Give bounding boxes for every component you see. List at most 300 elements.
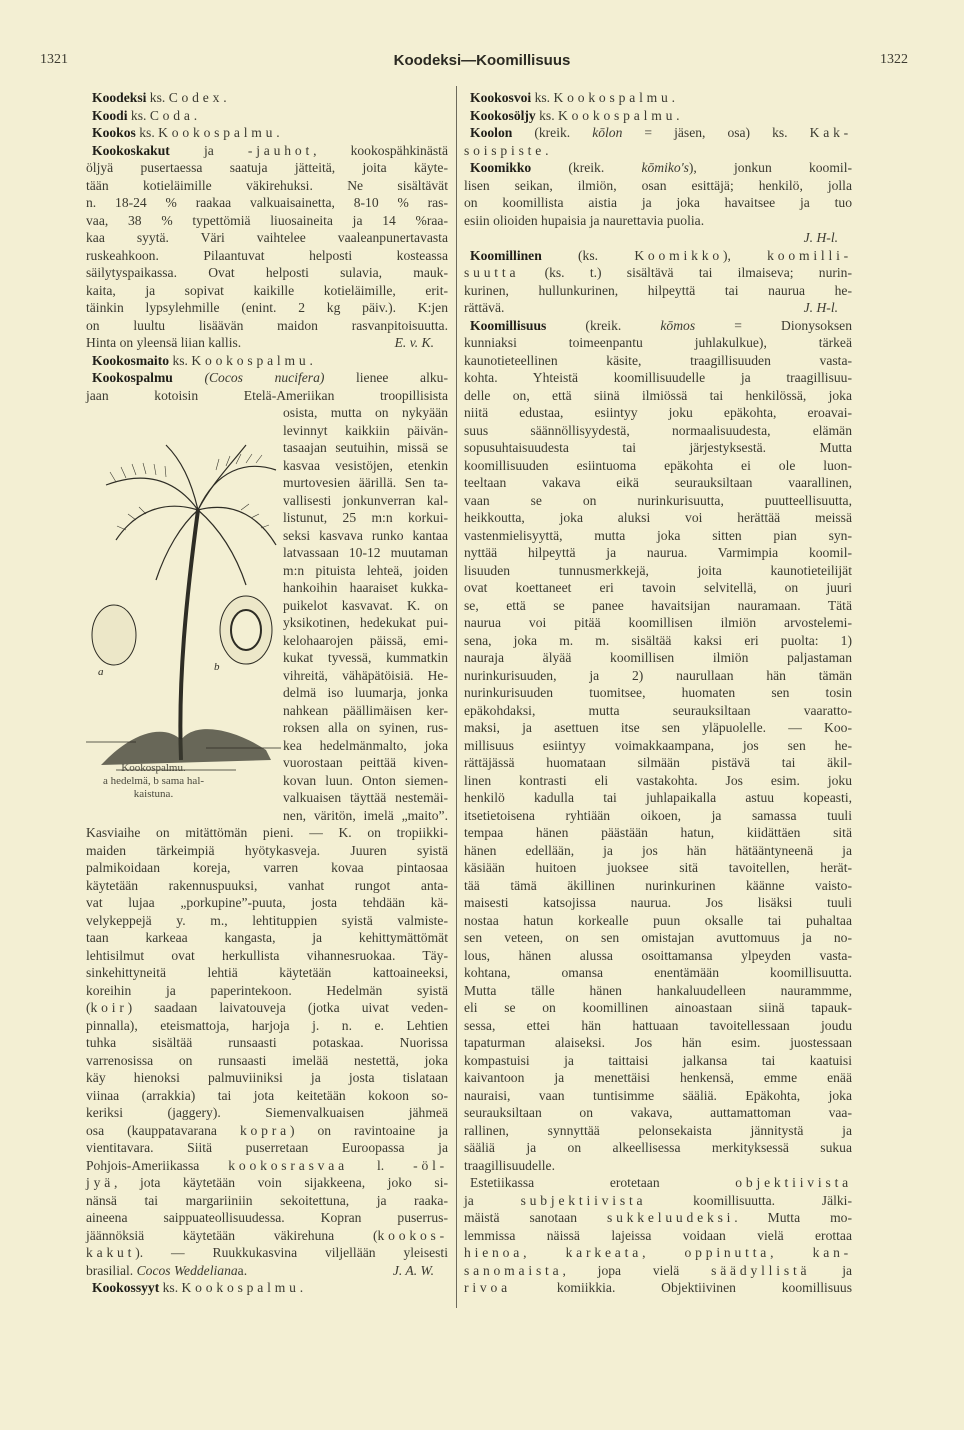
- text-line: [86, 1052, 448, 1070]
- text-line: [283, 684, 448, 702]
- text-segment: ,: [642, 1245, 685, 1260]
- entry-headword: Kookoskakut: [92, 142, 170, 158]
- text-segment: jyä: [86, 1175, 115, 1190]
- text-segment: seurauksiltaan on vakava, auttamattoman vaa-: [464, 1105, 852, 1120]
- text-segment: vuorostaan peittää kiven-: [283, 755, 448, 770]
- text-line: [464, 754, 852, 772]
- text-line: [86, 1279, 448, 1297]
- text-line: [464, 702, 852, 720]
- text-line: [86, 999, 448, 1017]
- text-segment: tuhka sisältää runsaasti potaskaa. Nuorissa: [86, 1035, 448, 1050]
- text-line: [464, 807, 852, 825]
- text-line: [464, 667, 852, 685]
- text-segment: Mutta tälle hänen hankaluudelleen naurammme,: [464, 982, 852, 998]
- text-line: [283, 509, 448, 527]
- text-segment: koreihin ja paperintekoon. Hedelmän syistä: [86, 982, 448, 998]
- entry-headword: Kookospalmu: [92, 370, 173, 385]
- text-segment: tasaajan seutuihin, missä se: [283, 440, 448, 455]
- text-line: [464, 824, 852, 842]
- text-line: [464, 544, 852, 562]
- text-segment: ,: [523, 1245, 566, 1260]
- text-segment: vihreitä, vähäpätöisiä. He-: [283, 667, 448, 683]
- text-segment: Kookospalmu.: [191, 352, 317, 368]
- text-line: [86, 894, 448, 912]
- text-line: [464, 194, 852, 212]
- text-segment: vastenmielisyyttä, mutta joka sitten pian syn-: [464, 527, 852, 543]
- text-segment: varrenosissa on runsaasti imelää nestettä, joka: [86, 1052, 448, 1068]
- text-line: [464, 842, 852, 860]
- text-line: [86, 947, 448, 965]
- text-segment: vaa, 38 % typettömiä liuosaineita ja 14 %raa-: [86, 212, 448, 228]
- text-line: [464, 1174, 852, 1192]
- text-segment: Cocos Weddeliana: [136, 1262, 238, 1278]
- text-segment: ks.: [531, 90, 554, 105]
- text-segment: on koomillista aistia ja joka havaitsee ja tuo: [464, 195, 852, 210]
- text-line: [464, 527, 852, 545]
- text-line: [283, 754, 448, 772]
- text-line: [86, 317, 448, 335]
- text-segment: ks.: [135, 125, 159, 140]
- text-segment: , jopa vielä: [562, 1262, 712, 1278]
- text-segment: n. 18-24 % raakaa valkuaisainetta, 8-10 % ras-: [86, 195, 448, 210]
- text-line: [86, 1227, 448, 1245]
- entry-headword: Kookossyyt: [92, 1280, 160, 1295]
- text-line: [283, 702, 448, 720]
- text-segment: linen kontrasti eli vastakohta. Jos esim. joku: [464, 772, 852, 788]
- entry-headword: Koomikko: [470, 160, 532, 175]
- text-segment: sääliä ja on alkeellisessa merkityksessä sukua: [464, 1140, 852, 1155]
- text-segment: naurua voi pitää koomillisen ilmiön arvostelemi-: [464, 615, 852, 630]
- text-segment: traagillisuudelle.: [464, 1157, 555, 1173]
- text-segment: kookos-: [377, 1227, 448, 1243]
- text-segment: lisen seikan, ilmiön, osan esittäjä; henkilö, jolla: [464, 177, 852, 193]
- text-segment: (ks. t.) sisältävä tai ilmaiseva; nurin-: [519, 265, 852, 280]
- text-line: [86, 1034, 448, 1052]
- text-line: [464, 212, 852, 230]
- text-line: [86, 299, 448, 317]
- text-segment: Hinta on yleensä liian kallis.: [86, 335, 242, 350]
- text-segment: (kreik.: [531, 160, 642, 175]
- text-segment: mäistä sanotaan: [464, 1210, 607, 1225]
- text-line: [283, 667, 448, 685]
- text-line: [86, 369, 448, 387]
- text-segment: koomilli-: [767, 247, 853, 263]
- text-segment: palmikoidaan koreja, varren kovaa pintaosaa: [86, 860, 448, 875]
- text-line: [283, 457, 448, 475]
- text-segment: jäännöksiä käytetään väkirehuna (: [86, 1227, 378, 1243]
- coconut-palm-illustration: [86, 430, 281, 810]
- entry-headword: Kookos: [92, 125, 136, 140]
- text-segment: = Dionysoksen: [695, 317, 853, 333]
- left-column-beside-figure: [283, 404, 448, 824]
- text-segment: Kookospalmu.: [158, 125, 284, 140]
- text-line: [464, 1122, 852, 1140]
- text-segment: Kasviaihe on mitättömän pieni. — K. on tropiikki-: [86, 825, 448, 840]
- text-line: [464, 89, 852, 107]
- text-segment: nostaa hatun korkealle puun oksalle tai puhaltaa: [464, 912, 852, 928]
- text-segment: sukkeluudeksi: [606, 1210, 735, 1225]
- text-segment: kohtana, omansa enentämään koomillisuutta.: [464, 965, 852, 980]
- text-segment: ja: [810, 1262, 852, 1278]
- text-segment: kea hedelmänmalto, joka: [283, 737, 448, 753]
- text-line: [464, 859, 852, 877]
- text-line: [464, 422, 852, 440]
- left-column-top: [86, 89, 448, 404]
- text-segment: murtovesien äärillä. Sen ta-: [283, 475, 448, 490]
- text-segment: valkuaisen täyttää nestemäi-: [283, 790, 448, 805]
- text-segment: soispiste.: [464, 142, 553, 158]
- text-segment: (Cocos nucifera): [204, 370, 325, 385]
- text-segment: (kreik.: [512, 125, 593, 140]
- text-line: [86, 1174, 448, 1192]
- text-line: [86, 1262, 448, 1280]
- text-segment: m:n pituista lehteä, joiden: [283, 562, 448, 578]
- text-segment: ,: [770, 1245, 813, 1260]
- text-line: [86, 159, 448, 177]
- text-segment: maisesti katsojissa naurua. Jos lisäksi tuuli: [464, 895, 852, 910]
- text-segment: Kookospalmu.: [181, 1280, 307, 1295]
- text-line: [283, 719, 448, 737]
- text-segment: l.: [347, 1157, 414, 1173]
- text-segment: Codex.: [168, 90, 231, 105]
- text-segment: kelohaarojen päissä, emi-: [283, 632, 448, 648]
- text-segment: sen veteen, on sen omistajan avuttomuus ja no-: [464, 930, 852, 945]
- text-segment: on luultu lisäävän maidon rasvanpitoisuutta.: [86, 317, 448, 333]
- text-segment: delle on, että siinä ilmiössä tai henkilössä, joka: [464, 387, 852, 403]
- text-segment: Pohjois-Ameriikassa: [86, 1157, 229, 1173]
- text-segment: käy hienoksi palmuviiniksi ja josta tislataan: [86, 1070, 448, 1085]
- text-line: [283, 789, 448, 807]
- text-line: [464, 299, 852, 317]
- right-column-text: [464, 89, 852, 1297]
- text-segment: tään kotieläimille väkirehuksi. Ne sisältävät: [86, 177, 448, 193]
- text-segment: Estetiikassa erotetaan: [470, 1175, 736, 1190]
- text-segment: käsiään huitoen juoksee sitä tavoitellen, herät-: [464, 860, 852, 875]
- text-segment: jaan kotoisin Etelä-Ameriikan troopillisista: [86, 387, 448, 403]
- text-segment: vallisesti jonkunverran kal-: [283, 492, 448, 508]
- text-line: [464, 457, 852, 475]
- text-segment: niitä edustaa, esiintyy joku epäkohta, eroavai-: [464, 405, 852, 420]
- text-line: [86, 194, 448, 212]
- text-line: [464, 912, 852, 930]
- text-line: [464, 1262, 852, 1280]
- text-line: [464, 247, 852, 265]
- text-line: [86, 264, 448, 282]
- text-segment: ja: [169, 142, 248, 158]
- text-segment: ruskeahkoon. Pilaantuvat helposti kosteassa: [86, 247, 448, 263]
- text-line: [283, 649, 448, 667]
- text-line: [464, 982, 852, 1000]
- text-line: [86, 1017, 448, 1035]
- text-segment: koomillisuutta. Jälki-: [646, 1192, 852, 1208]
- text-line: [464, 282, 852, 300]
- text-line: [464, 1017, 852, 1035]
- text-segment: se, että se panee havaitsijan nauramaan. Tätä: [464, 597, 852, 613]
- text-segment: rivoa: [464, 1280, 511, 1295]
- page-number-left: 1321: [40, 52, 68, 67]
- text-line: [464, 229, 852, 247]
- text-line: [464, 1104, 852, 1122]
- text-segment: kohta. Yhteistä koomillisuudelle ja traagillisuu-: [464, 370, 852, 385]
- text-segment: (: [86, 1000, 91, 1015]
- figure-caption: [86, 762, 221, 801]
- text-segment: kasvaa vesistöjen, etenkin: [283, 457, 448, 473]
- text-segment: seksi kasvava runko kantaa: [283, 527, 448, 543]
- author-signature: E. v. K.: [394, 335, 434, 350]
- text-segment: säädyllistä: [711, 1262, 811, 1278]
- text-line: [464, 929, 852, 947]
- text-segment: = jäsen, osa) ks.: [622, 125, 810, 140]
- text-segment: heikkoutta, joka aluksi voi herättää meissä: [464, 510, 852, 525]
- text-line: [86, 107, 448, 125]
- text-segment: tää tämä äkillinen nurinkurinen käänne vaisto-: [464, 877, 852, 893]
- text-segment: maiden tärkeimpiä hyötykasveja. Juuren syistä: [86, 842, 448, 858]
- text-segment: hänen edellään, ja jos hän hätääntyneenä ja: [464, 842, 852, 858]
- text-segment: osa (kauppatavarana: [86, 1122, 240, 1138]
- text-segment: oppinutta: [684, 1245, 771, 1260]
- text-segment: kan-: [812, 1245, 853, 1260]
- text-line: [464, 772, 852, 790]
- text-line: [283, 439, 448, 457]
- text-line: [464, 894, 852, 912]
- text-segment: levinnyt kaikkiin päivän-: [283, 422, 448, 438]
- entry-headword: Kookosmaito: [92, 352, 170, 368]
- text-line: [283, 527, 448, 545]
- text-line: [86, 1244, 448, 1262]
- text-segment: nen, väritön, imelä „maito”.: [283, 807, 448, 823]
- text-line: [86, 247, 448, 265]
- text-line: [86, 982, 448, 1000]
- text-segment: sinkehittyneitä lehtiä käytetään kattoaineeksi,: [86, 965, 448, 980]
- text-segment: taan karkeaa kangasta, ja kehittymättömät: [86, 930, 448, 945]
- text-line: [464, 789, 852, 807]
- text-line: [464, 509, 852, 527]
- text-segment: täinkin lypsylehmille (enint. 2 kg päiv.). K:jen: [86, 300, 448, 315]
- text-line: [464, 387, 852, 405]
- entry-headword: Kookosvoi: [470, 90, 532, 105]
- text-segment: nurinkurisuuden tuomitsee, huomaten sen tosin: [464, 685, 852, 700]
- text-segment: karkeata: [565, 1245, 643, 1260]
- text-line: [464, 177, 852, 195]
- column-divider: [456, 86, 457, 1308]
- text-segment: hankoihin haaraiset kukka-: [283, 580, 448, 595]
- text-segment: kukat tyvessä, kummatkin: [283, 650, 448, 665]
- text-line: [464, 439, 852, 457]
- text-segment: ovat koettaneet eri tavoin selvitellä, on juuri: [464, 580, 852, 595]
- text-line: [464, 404, 852, 422]
- text-segment: koir: [90, 1000, 128, 1015]
- text-line: [464, 1069, 852, 1087]
- text-line: [464, 614, 852, 632]
- entry-headword: Koolon: [470, 125, 513, 140]
- text-line: [86, 334, 448, 352]
- text-line: [86, 929, 448, 947]
- text-segment: ks.: [146, 90, 169, 105]
- text-segment: esiin olioiden hupaisia ja naurettavia puolia.: [464, 212, 705, 228]
- figure-label-a: a: [98, 666, 104, 678]
- text-line: [464, 1157, 852, 1175]
- text-line: [86, 1104, 448, 1122]
- text-segment: itsetietoisena ryhtiään oikoen, ja samassa tuuli: [464, 807, 852, 823]
- text-segment: keriksi (jaggery). Siemenvalkuaisen jähmeä: [86, 1105, 448, 1120]
- caption-title: Kookospalmu.: [121, 762, 186, 774]
- text-segment: Coda.: [149, 107, 201, 123]
- text-segment: roksen alla on syinen, rus-: [283, 720, 448, 735]
- figure-label-b: b: [214, 661, 220, 673]
- text-line: [464, 562, 852, 580]
- text-segment: sessa, ettei hän hattuaan tavoitellessaan joudu: [464, 1017, 852, 1033]
- text-segment: lemmissa näissä lajeissa voidaan vielä erottaa: [464, 1227, 852, 1243]
- text-segment: säilytyspaikassa. Ovat helposti sulavia, mauk-: [86, 265, 448, 280]
- text-line: [464, 964, 852, 982]
- left-column-bottom: [86, 824, 448, 1297]
- caption-line: a hedelmä, b sama hal-: [102, 775, 205, 787]
- text-line: [86, 877, 448, 895]
- text-line: [86, 824, 448, 842]
- text-line: [464, 352, 852, 370]
- text-segment: ks.: [159, 1280, 182, 1295]
- text-segment: öljyä pusertaessa saatuja jätteitä, joita käyte-: [86, 160, 448, 175]
- text-line: [86, 912, 448, 930]
- entry-headword: Koodi: [92, 107, 128, 123]
- text-segment: kovan luun. Onton siemen-: [283, 772, 448, 788]
- author-signature: J. H-l.: [803, 300, 838, 315]
- text-line: [464, 1209, 852, 1227]
- text-segment: lienee alku-: [324, 370, 448, 385]
- text-line: [283, 772, 448, 790]
- text-segment: suutta: [464, 265, 520, 280]
- text-line: [464, 579, 852, 597]
- text-segment: latvassaan 10-12 muutaman: [283, 545, 448, 560]
- text-segment: ) on ravintoaine ja: [289, 1122, 448, 1138]
- caption-line: kaistuna.: [133, 788, 174, 800]
- text-segment: kakut: [86, 1245, 136, 1260]
- text-line: [464, 1034, 852, 1052]
- text-line: [464, 334, 852, 352]
- text-line: [86, 89, 448, 107]
- text-segment: ), jonkun koomil-: [688, 160, 853, 175]
- text-line: [86, 142, 448, 160]
- text-segment: puikelot kasvavat. K. on: [283, 597, 448, 613]
- text-line: [464, 1244, 852, 1262]
- text-line: [283, 422, 448, 440]
- text-line: [464, 719, 852, 737]
- text-segment: sena, joka m. m. sisältää kaksi eri puolta: 1): [464, 632, 852, 648]
- text-segment: rallinen, synnyttää pelonsekaista jännitystä ja: [464, 1122, 852, 1138]
- text-segment: ja: [464, 1192, 521, 1208]
- text-line: [86, 212, 448, 230]
- text-segment: vientitavara. Siitä puserretaan Euroopassa ja: [86, 1140, 448, 1155]
- text-segment: kaita, ja sopivat kaikille kotieläimille, erit-: [86, 282, 448, 298]
- text-line: [86, 859, 448, 877]
- text-segment: ) saadaan laivatouveja (jotka uivat veden-: [127, 1000, 448, 1015]
- text-segment: kōmos: [660, 317, 696, 333]
- text-segment: epäkohdaksi, mutta seurauksiltaan vaaratto-: [464, 702, 852, 718]
- text-line: [464, 1192, 852, 1210]
- text-segment: Kookospalmu.: [553, 90, 679, 105]
- text-line: [86, 229, 448, 247]
- text-line: [464, 317, 852, 335]
- text-segment: ks.: [535, 107, 559, 123]
- text-segment: tapaturman alaiseksi. Jos hän esim. juostessaan: [464, 1035, 852, 1050]
- text-segment: ks.: [127, 107, 150, 123]
- text-line: [86, 1157, 448, 1175]
- text-segment: käytetään rakennuspuuksi, vanhat rungot anta-: [86, 877, 448, 893]
- text-segment: vat lujaa „porkupine”-puuta, josta tehdään kä-: [86, 895, 448, 910]
- text-line: [464, 632, 852, 650]
- entry-headword: Kookosöljy: [470, 107, 536, 123]
- text-segment: (kreik.: [546, 317, 661, 333]
- text-segment: kunniaksi toimeenpantu juhlakulkue), tärkeä: [464, 335, 852, 350]
- text-segment: objektiivista: [735, 1175, 852, 1190]
- text-segment: maksi, ja asettuen itse sen yläpuolelle. — Koo-: [464, 720, 852, 735]
- text-line: [464, 474, 852, 492]
- text-line: [464, 1227, 852, 1245]
- text-line: [86, 1209, 448, 1227]
- text-segment: , kookospähkinästä: [313, 142, 448, 158]
- running-title: Koodeksi—Koomillisuus: [393, 52, 571, 69]
- text-line: [283, 597, 448, 615]
- text-segment: , jota käytetään voin sijakkeena, joko si-: [114, 1175, 448, 1190]
- text-segment: brasilial.: [86, 1262, 137, 1278]
- text-segment: viinaa (arrakkia) tai jota keitetään kokoon so-: [86, 1087, 448, 1103]
- text-segment: ). — Ruukkukasvina viljellään yleisesti: [135, 1245, 448, 1260]
- text-line: [464, 264, 852, 282]
- text-line: [86, 1192, 448, 1210]
- text-line: [283, 562, 448, 580]
- text-line: [464, 107, 852, 125]
- text-line: [283, 579, 448, 597]
- text-segment: henkilö kadulla tai juhlapaikalla astuu kopeasti,: [464, 790, 852, 805]
- text-line: [464, 1279, 852, 1297]
- text-segment: . Mutta mo-: [734, 1210, 852, 1225]
- text-segment: osista, mutta on nykyään: [283, 405, 448, 420]
- text-line: [86, 124, 448, 142]
- right-column: [464, 89, 852, 1297]
- text-segment: sanomaista: [464, 1262, 563, 1278]
- text-line: [464, 597, 852, 615]
- text-segment: kaa syytä. Väri vaihtelee vaaleanpunertavasta: [86, 230, 448, 245]
- entry-headword: Koomillisuus: [470, 317, 547, 333]
- text-segment: a.: [237, 1262, 248, 1278]
- text-line: [464, 999, 852, 1017]
- author-signature: J. H-l.: [803, 230, 838, 245]
- text-line: [464, 369, 852, 387]
- text-segment: kompastuisi ja taittaisi jalkansa tai kaatuisi: [464, 1052, 852, 1068]
- text-line: [86, 352, 448, 370]
- text-segment: eli se on koomillinen ainoastaan siinä tapauk-: [464, 1000, 852, 1015]
- text-segment: velykeppejä y. m., lehtituppien syistä valmiste-: [86, 912, 448, 928]
- text-segment: yksikotinen, hedekukat pui-: [283, 615, 448, 630]
- text-segment: nahkean päällimäisen ker-: [283, 702, 448, 718]
- text-line: [464, 649, 852, 667]
- text-segment: kōlon: [592, 125, 623, 140]
- text-segment: nauraja älyää koomillisen ilmiön paljastaman: [464, 650, 852, 665]
- text-segment: Kak-: [809, 125, 853, 140]
- text-segment: nurinkurisuuden, ja 2) naurullaan hän tämän: [464, 667, 852, 683]
- text-line: [464, 737, 852, 755]
- entry-headword: Koodeksi: [92, 90, 147, 105]
- text-line: [283, 474, 448, 492]
- text-segment: millisuus esiintyy voimakkaampana, jos sen he-: [464, 737, 852, 753]
- text-segment: kopra: [239, 1122, 290, 1138]
- text-segment: nänsä tai margariiniin sekoitettuna, ja raaka-: [86, 1192, 448, 1208]
- text-line: [283, 544, 448, 562]
- text-line: [86, 282, 448, 300]
- text-line: [464, 684, 852, 702]
- text-segment: -jauhot: [247, 142, 314, 158]
- text-line: [86, 387, 448, 405]
